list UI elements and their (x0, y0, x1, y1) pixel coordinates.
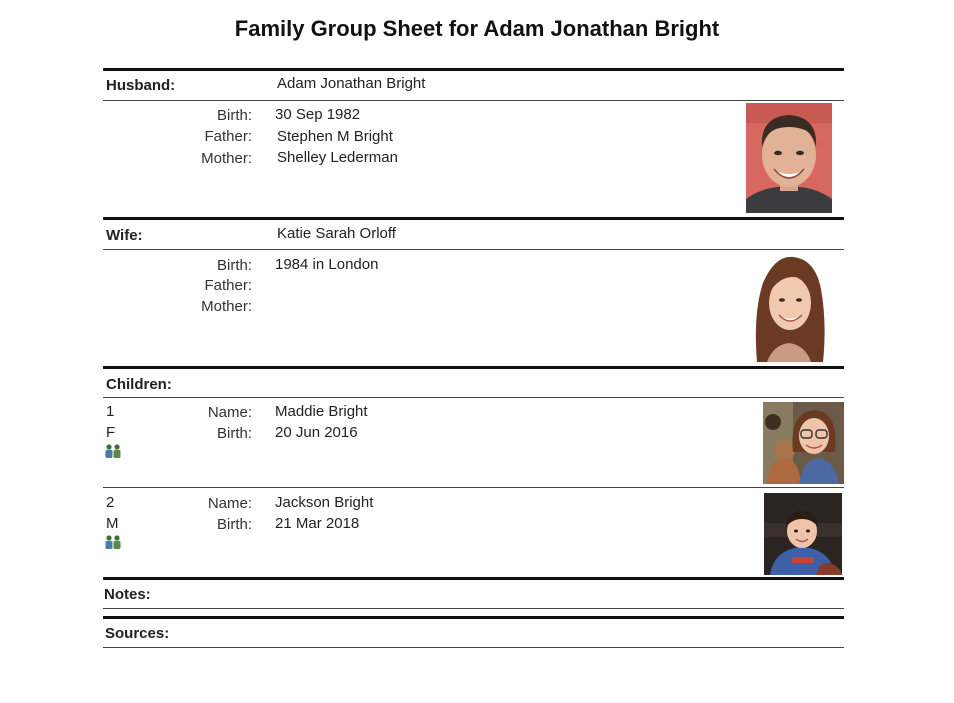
child-sex: F (106, 424, 116, 441)
portrait-boy-icon (764, 493, 842, 575)
row-divider (103, 608, 844, 609)
child-number: 2 (106, 494, 115, 511)
child-name-label: Name: (207, 495, 252, 512)
row-divider (103, 100, 844, 101)
wife-mother-label: Mother: (201, 298, 252, 315)
husband-father-label: Father: (204, 128, 252, 145)
family-pair-icon[interactable] (103, 535, 123, 551)
child-photo[interactable] (763, 402, 844, 484)
child-birth-label: Birth: (216, 516, 252, 533)
wife-section-label: Wife: (106, 227, 143, 244)
portrait-man-icon (746, 103, 832, 213)
husband-mother-label: Mother: (201, 150, 252, 167)
child-name-label: Name: (207, 404, 252, 421)
wife-father-label: Father: (204, 277, 252, 294)
child-number: 1 (106, 403, 115, 420)
wife-photo[interactable] (753, 253, 825, 362)
wife-birth-label: Birth: (216, 257, 252, 274)
wife-name[interactable]: Katie Sarah Orloff (277, 225, 396, 242)
husband-photo[interactable] (746, 103, 832, 213)
row-divider (103, 487, 844, 488)
sources-label: Sources: (105, 625, 170, 642)
section-divider (103, 68, 844, 71)
child-birth-value: 20 Jun 2016 (275, 424, 358, 441)
row-divider (103, 249, 844, 250)
portrait-woman-icon (753, 253, 825, 362)
section-divider (103, 616, 844, 619)
children-section-label: Children: (106, 376, 172, 393)
page-title: Family Group Sheet for Adam Jonathan Bright (234, 16, 720, 41)
husband-name[interactable]: Adam Jonathan Bright (277, 75, 426, 92)
husband-section-label: Husband: (106, 77, 176, 94)
child-name-value[interactable]: Maddie Bright (275, 403, 368, 420)
row-divider (103, 397, 844, 398)
wife-birth-value: 1984 in London (275, 256, 379, 273)
section-divider (103, 366, 844, 369)
family-pair-icon[interactable] (103, 444, 123, 460)
child-birth-label: Birth: (216, 425, 252, 442)
husband-birth-label: Birth: (216, 107, 252, 124)
husband-birth-value: 30 Sep 1982 (275, 106, 361, 123)
husband-father-value[interactable]: Stephen M Bright (277, 128, 393, 145)
child-birth-value: 21 Mar 2018 (275, 515, 360, 532)
husband-mother-value[interactable]: Shelley Lederman (277, 149, 398, 166)
child-photo[interactable] (764, 493, 842, 575)
child-name-value[interactable]: Jackson Bright (275, 494, 374, 511)
section-divider (103, 577, 844, 580)
portrait-girl-icon (763, 402, 844, 484)
section-divider (103, 217, 844, 220)
child-sex: M (106, 515, 119, 532)
notes-label: Notes: (104, 586, 151, 603)
row-divider (103, 647, 844, 648)
